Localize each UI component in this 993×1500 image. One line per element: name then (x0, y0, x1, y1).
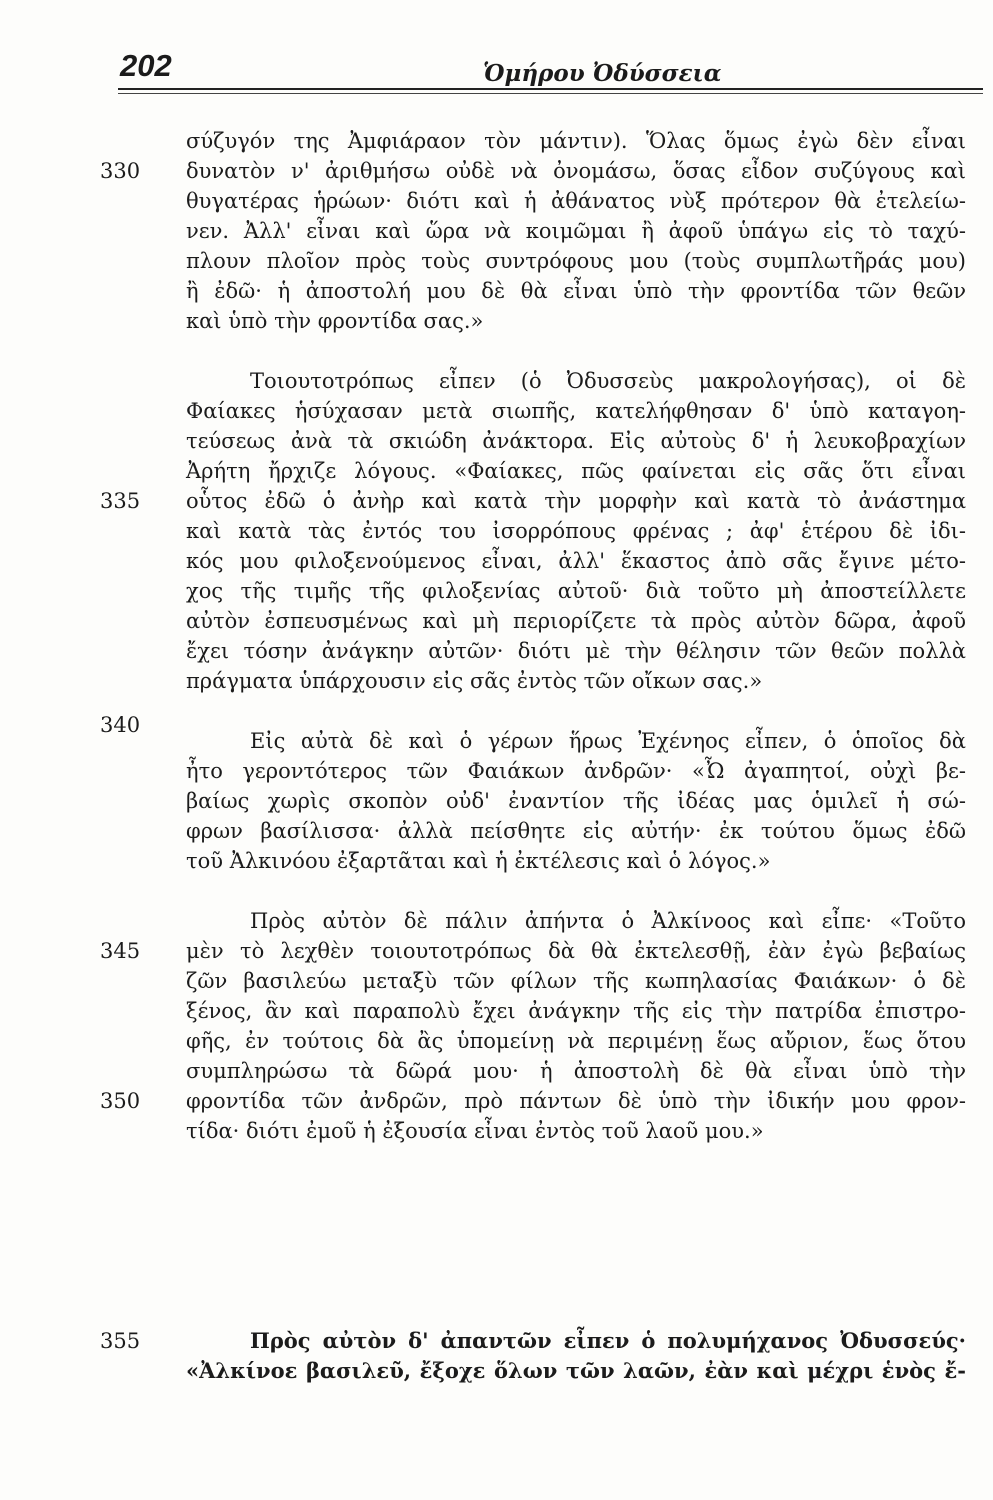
text-line: ἢ ἐδῶ· ἡ ἀποστολή μου δὲ θὰ εἶναι ὑπὸ τὴν φροντίδα τῶν θεῶν (186, 279, 966, 303)
text-line: αὐτὸν ἐσπευσμένως καὶ μὴ περιορίζετε τὰ πρὸς αὐτὸν δῶρα, ἀφοῦ (186, 609, 966, 633)
text-line: δυνατὸν ν' ἀριθμήσω οὐδὲ νὰ ὀνομάσω, ὅσας εἶδον συζύγους καὶ (186, 159, 966, 183)
text-line: φροντίδα τῶν ἀνδρῶν, πρὸ πάντων δὲ ὑπὸ τὴν ἰδικήν μου φρον- (186, 1089, 966, 1113)
text-line: Φαίακες ἡσύχασαν μετὰ σιωπῆς, κατελήφθησαν δ' ὑπὸ καταγοη- (186, 399, 966, 423)
header-rule (118, 88, 983, 90)
text-line: συμπληρώσω τὰ δῶρά μου· ἡ ἀποστολὴ δὲ θὰ εἶναι ὑπὸ τὴν (186, 1059, 966, 1083)
text-line: τεύσεως ἀνὰ τὰ σκιώδη ἀνάκτορα. Εἰς αὐτοὺς δ' ἡ λευκοβραχίων (186, 429, 966, 453)
text-line: πλουν πλοῖον πρὸς τοὺς συντρόφους μου (τοὺς συμπλωτῆράς μου) (186, 249, 966, 273)
header-rule-thin (118, 93, 983, 94)
line-number-335: 335 (100, 489, 141, 513)
text-line: οὗτος ἐδῶ ὁ ἀνὴρ καὶ κατὰ τὴν μορφὴν καὶ κατὰ τὸ ἀνάστημα (186, 489, 966, 513)
text-line: Πρὸς αὐτὸν δὲ πάλιν ἀπήντα ὁ Ἀλκίνοος καὶ εἶπε· «Τοῦτο (250, 909, 966, 933)
line-number-350: 350 (100, 1089, 141, 1113)
line-number-345: 345 (100, 939, 141, 963)
text-line: σύζυγόν της Ἀμφιάραον τὸν μάντιν). Ὅλας ὅμως ἐγὼ δὲν εἶναι (186, 129, 966, 153)
text-line: Πρὸς αὐτὸν δ' ἀπαντῶν εἶπεν ὁ πολυμήχανος Ὀδυσσεύς· (250, 1328, 966, 1353)
text-line: θυγατέρας ἡρώων· διότι καὶ ἡ ἀθάνατος νὺξ πρότερον θὰ ἐτελείω- (186, 189, 966, 213)
text-line: Ἀρήτη ἤρχιζε λόγους. «Φαίακες, πῶς φαίνεται εἰς σᾶς ὅτι εἶναι (186, 459, 966, 483)
text-line: τίδα· διότι ἐμοῦ ἡ ἐξουσία εἶναι ἐντὸς τοῦ λαοῦ μου.» (186, 1119, 764, 1143)
running-header (118, 48, 983, 96)
line-number-340: 340 (100, 713, 141, 737)
text-line: μὲν τὸ λεχθὲν τοιουτοτρόπως δὰ θὰ ἐκτελεσθῇ, ἐὰν ἐγὼ βεβαίως (186, 939, 966, 963)
text-line: βαίως χωρὶς σκοπὸν οὐδ' ἐναντίον τῆς ἰδέας μας ὁμιλεῖ ἡ σώ- (186, 789, 966, 813)
line-number-355: 355 (100, 1329, 141, 1353)
text-line: νεν. Ἀλλ' εἶναι καὶ ὥρα νὰ κοιμῶμαι ἢ ἀφοῦ ὑπάγω εἰς τὸ ταχύ- (186, 219, 966, 243)
text-line: ἦτο γεροντότερος τῶν Φαιάκων ἀνδρῶν· «Ὦ ἀγαπητοί, οὐχὶ βε- (186, 759, 966, 783)
text-line: ξένος, ἂν καὶ παραπολὺ ἔχει ἀνάγκην τῆς εἰς τὴν πατρίδα ἐπιστρο- (186, 999, 966, 1023)
text-line: χος τῆς τιμῆς τῆς φιλοξενίας αὐτοῦ· διὰ τοῦτο μὴ ἀποστείλλετε (186, 579, 966, 603)
text-line: φρων βασίλισσα· ἀλλὰ πείσθητε εἰς αὐτήν· ἐκ τούτου ὅμως ἐδῶ (186, 819, 966, 843)
text-line: καὶ κατὰ τὰς ἐντός του ἰσορρόπους φρένας ; ἀφ' ἑτέρου δὲ ἰδι- (186, 519, 966, 543)
page-number: 202 (120, 48, 172, 83)
text-line: τοῦ Ἀλκινόου ἐξαρτᾶται καὶ ἡ ἐκτέλεσις καὶ ὁ λόγος.» (186, 849, 771, 873)
running-title: Ὁμήρου Ὀδύσσεια (483, 60, 722, 87)
line-number-330: 330 (100, 159, 141, 183)
text-line: ἔχει τόσην ἀνάγκην αὐτῶν· διότι μὲ τὴν θέλησιν τῶν θεῶν πολλὰ (186, 639, 966, 663)
text-line: Εἰς αὐτὰ δὲ καὶ ὁ γέρων ἥρως Ἐχένηος εἶπεν, ὁ ὁποῖος δὰ (250, 729, 966, 753)
text-line: κός μου φιλοξενούμενος εἶναι, ἀλλ' ἕκαστος ἀπὸ σᾶς ἔγινε μέτο- (186, 549, 966, 573)
text-line: καὶ ὑπὸ τὴν φροντίδα σας.» (186, 309, 484, 333)
text-line: Τοιουτοτρόπως εἶπεν (ὁ Ὀδυσσεὺς μακρολογήσας), οἱ δὲ (250, 369, 966, 393)
text-line: φῆς, ἐν τούτοις δὰ ἂς ὑπομείνῃ νὰ περιμένῃ ἕως αὔριον, ἕως ὅτου (186, 1029, 966, 1053)
text-line: «Ἀλκίνοε βασιλεῦ, ἔξοχε ὅλων τῶν λαῶν, ἐὰν καὶ μέχρι ἑνὸς ἔ- (186, 1358, 966, 1383)
text-line: πράγματα ὑπάρχουσιν εἰς σᾶς ἐντὸς τῶν οἴκων σας.» (186, 669, 763, 693)
text-line: ζῶν βασιλεύω μεταξὺ τῶν φίλων τῆς κωπηλασίας Φαιάκων· ὁ δὲ (186, 969, 966, 993)
